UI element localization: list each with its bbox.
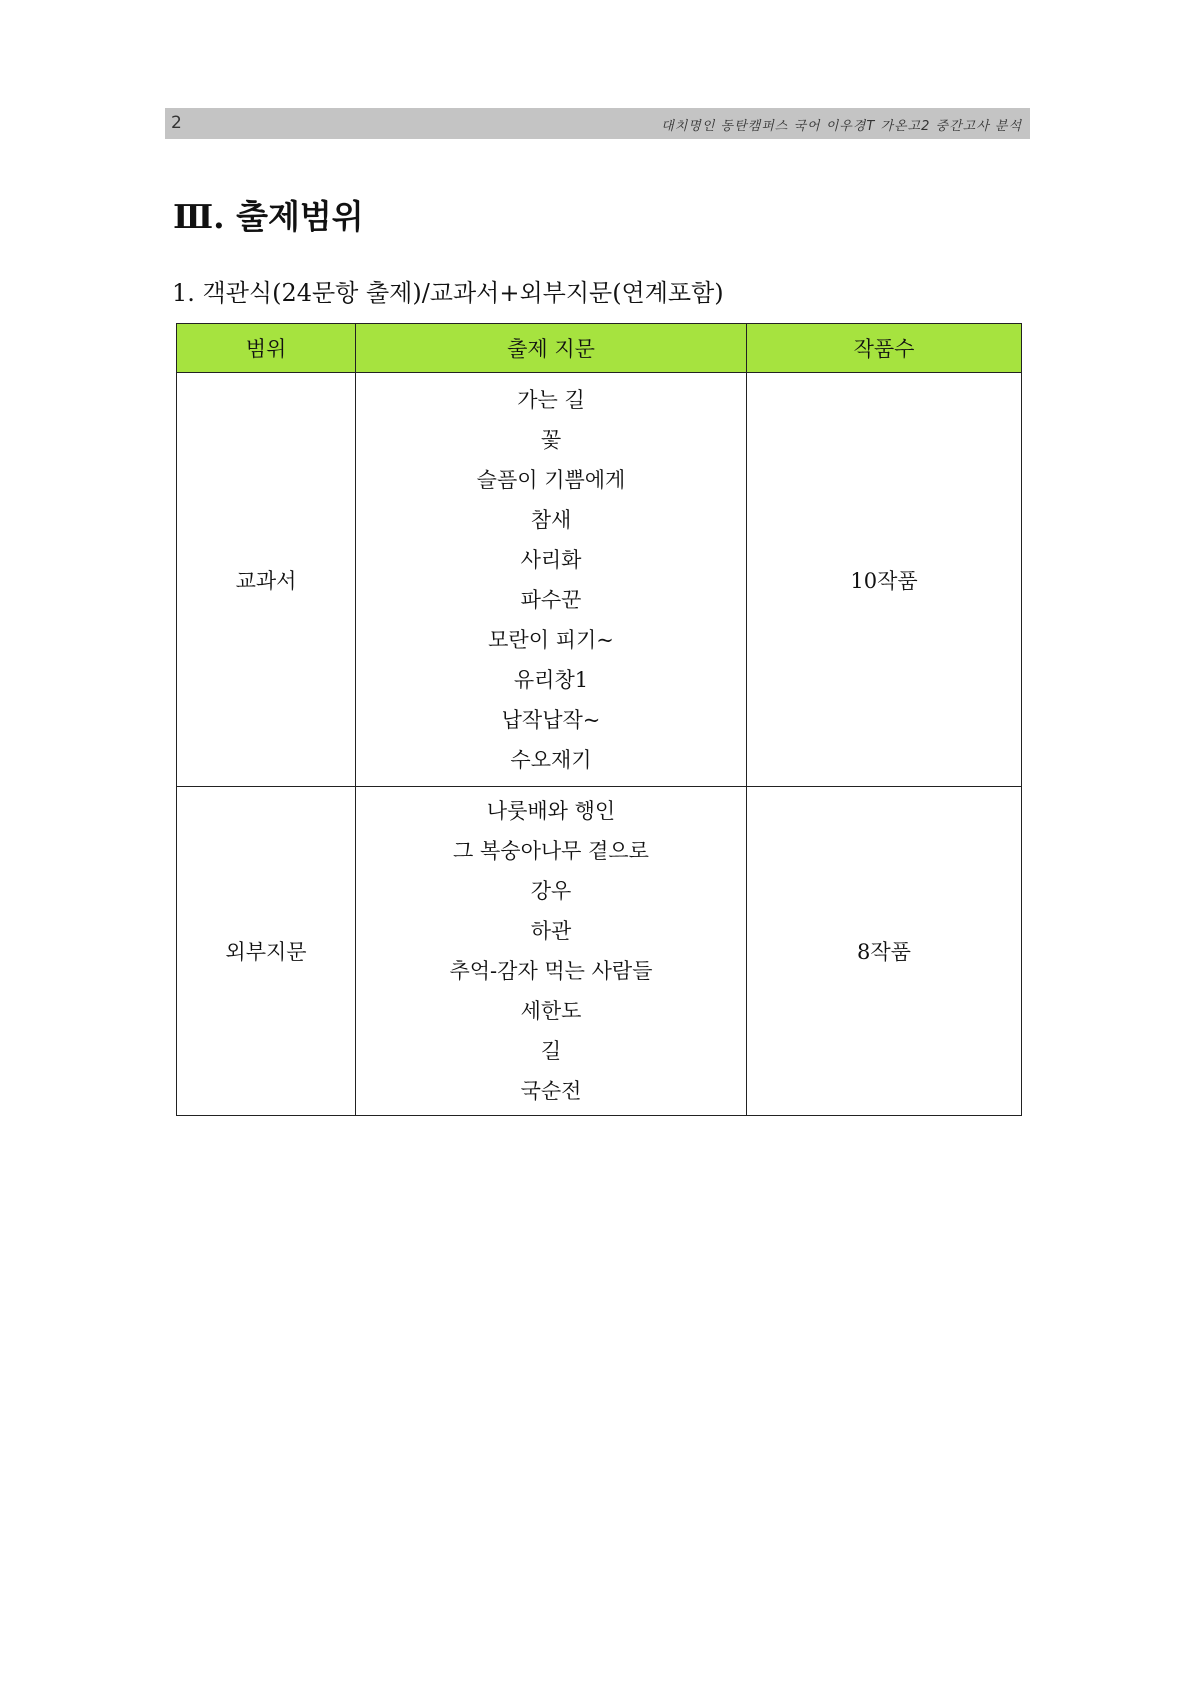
- passage-item: 추억-감자 먹는 사람들: [449, 959, 653, 983]
- passage-item: 사리화: [520, 547, 582, 572]
- passage-item: 국순전: [520, 1079, 582, 1103]
- passage-item: 가는 길: [517, 387, 585, 412]
- column-header-range: 범위: [177, 324, 356, 373]
- range-cell: 외부지문: [177, 787, 356, 1116]
- count-cell: 8작품: [747, 787, 1022, 1116]
- passage-item: 나룻배와 행인: [486, 799, 616, 823]
- passage-item: 그 복숭아나무 곁으로: [453, 839, 649, 863]
- passage-item: 슬픔이 기쁨에게: [476, 467, 626, 492]
- passage-item: 세한도: [520, 999, 582, 1023]
- column-header-passages: 출제 지문: [356, 324, 747, 373]
- range-cell: 교과서: [177, 373, 356, 787]
- passage-list: [356, 791, 746, 1111]
- passage-item: 파수꾼: [520, 587, 582, 612]
- passage-item: 납작납작~: [501, 707, 601, 732]
- subsection-title: 1. 객관식(24문항 출제)/교과서+외부지문(연계포함): [172, 279, 724, 307]
- passage-item: 강우: [530, 879, 572, 903]
- page-number: 2: [171, 113, 182, 133]
- header-title: 대치명인 동탄캠퍼스 국어 이우경T 가온고2 중간고사 분석: [661, 119, 1022, 134]
- passage-item: 길: [540, 1039, 562, 1063]
- exam-scope-table: [176, 323, 1022, 1116]
- passage-list: [356, 380, 746, 780]
- passages-cell: [356, 787, 747, 1116]
- section-title: Ⅲ. 출제범위: [173, 197, 364, 236]
- passage-item: 수오재기: [510, 747, 592, 772]
- table-row-external: [177, 787, 1022, 1116]
- table-row-textbook: [177, 373, 1022, 787]
- passage-item: 참새: [530, 507, 572, 532]
- passage-item: 꽃: [540, 427, 562, 452]
- passages-cell: [356, 373, 747, 787]
- passage-item: 모란이 피기~: [488, 627, 614, 652]
- table-header-row: [177, 324, 1022, 373]
- count-cell: 10작품: [747, 373, 1022, 787]
- column-header-count: 작품수: [747, 324, 1022, 373]
- passage-item: 유리창1: [513, 667, 589, 692]
- passage-item: 하관: [530, 919, 572, 943]
- page-header-bar: [165, 108, 1030, 139]
